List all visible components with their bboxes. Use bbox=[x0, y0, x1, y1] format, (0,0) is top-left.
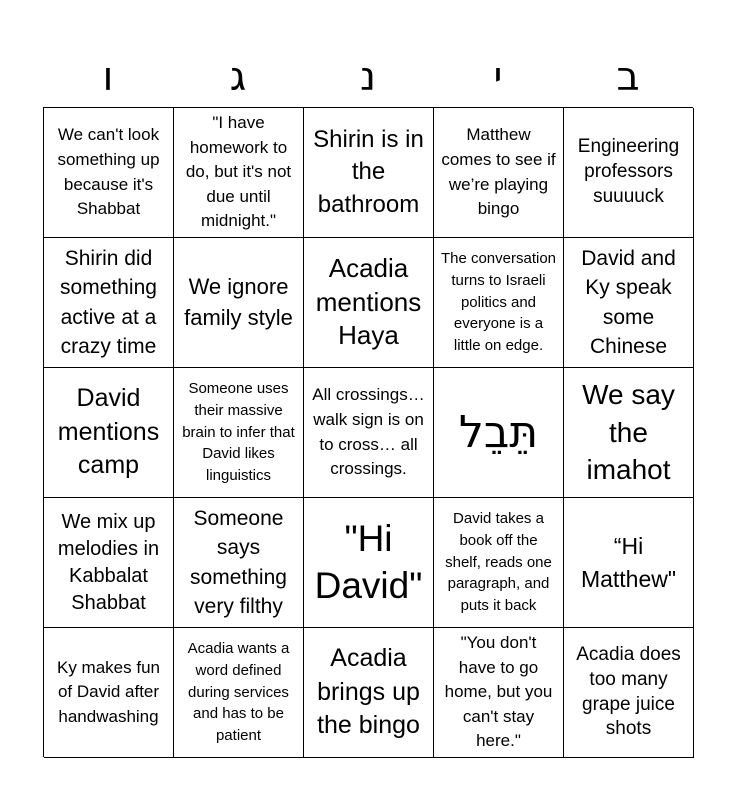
bingo-cell[interactable] bbox=[564, 368, 694, 498]
bingo-cell[interactable] bbox=[564, 108, 694, 238]
bingo-cell[interactable] bbox=[44, 238, 174, 368]
cell-text: Acadia does too many grape juice shots bbox=[576, 644, 681, 740]
bingo-cell[interactable] bbox=[304, 108, 434, 238]
cell-text: The conversation turns to Israeli politics and everyone is a little on edge. bbox=[440, 250, 557, 355]
cell-text: David and Ky speak some Chinese bbox=[581, 246, 676, 358]
cell-text: We ignore family style bbox=[184, 273, 293, 330]
cell-text: Matthew comes to see if we’re playing bingo bbox=[441, 125, 556, 219]
cell-text: “Hi Matthew" bbox=[580, 533, 677, 592]
bingo-cell[interactable] bbox=[304, 498, 434, 628]
bingo-cell[interactable] bbox=[174, 368, 304, 498]
bingo-cell[interactable] bbox=[304, 368, 434, 498]
cell-text: Acadia brings up the bingo bbox=[317, 643, 420, 740]
bingo-cell[interactable] bbox=[44, 368, 174, 498]
cell-text: Acadia mentions Haya bbox=[315, 252, 422, 351]
bingo-cell[interactable] bbox=[564, 498, 694, 628]
header-letter-1: ו bbox=[102, 54, 114, 100]
bingo-cell[interactable] bbox=[174, 108, 304, 238]
bingo-cell[interactable] bbox=[564, 238, 694, 368]
bingo-header-row bbox=[43, 52, 693, 102]
cell-text: "I have homework to do, but it's not due until midnight." bbox=[185, 112, 292, 231]
bingo-cell[interactable] bbox=[434, 238, 564, 368]
cell-text: We mix up melodies in Kabbalat Shabbat bbox=[57, 510, 160, 614]
cell-text: David mentions camp bbox=[57, 383, 160, 480]
cell-text: We say the imahot bbox=[582, 378, 675, 486]
bingo-cell[interactable] bbox=[434, 498, 564, 628]
cell-text: Acadia wants a word defined during services and has to be patient bbox=[187, 640, 290, 745]
header-letter-4: י bbox=[493, 54, 503, 100]
cell-text: Someone says something very filthy bbox=[190, 506, 287, 618]
bingo-cell[interactable] bbox=[304, 238, 434, 368]
cell-text: We can't look something up because it's Shabbat bbox=[57, 125, 160, 219]
header-letter-2: ג bbox=[229, 54, 247, 100]
cell-text: Someone uses their massive brain to infer that David likes linguistics bbox=[182, 380, 295, 485]
header-letter-5: ב bbox=[616, 54, 640, 100]
bingo-cell[interactable] bbox=[44, 498, 174, 628]
cell-text: "Hi David" bbox=[314, 518, 423, 606]
free-space-text: תֵּבֵל bbox=[458, 406, 539, 458]
bingo-board bbox=[43, 107, 693, 757]
bingo-cell[interactable] bbox=[44, 628, 174, 758]
bingo-cell[interactable] bbox=[44, 108, 174, 238]
bingo-cell[interactable] bbox=[174, 498, 304, 628]
cell-text: David takes a book off the shelf, reads one paragraph, and puts it back bbox=[445, 510, 552, 615]
bingo-cell[interactable] bbox=[174, 628, 304, 758]
bingo-cell[interactable] bbox=[564, 628, 694, 758]
free-space-cell[interactable] bbox=[434, 368, 564, 498]
cell-text: Shirin is in the bathroom bbox=[313, 125, 424, 218]
cell-text: Shirin did something active at a crazy time bbox=[60, 246, 157, 358]
cell-text: "You don't have to go home, but you can't stay here." bbox=[444, 632, 553, 751]
cell-text: Ky makes fun of David after handwashing bbox=[57, 657, 160, 726]
bingo-cell[interactable] bbox=[434, 108, 564, 238]
bingo-cell[interactable] bbox=[304, 628, 434, 758]
cell-text: All crossings… walk sign is on to cross… all crossings. bbox=[312, 385, 425, 479]
bingo-cell[interactable] bbox=[434, 628, 564, 758]
cell-text: Engineering professors suuuuck bbox=[577, 136, 680, 207]
header-letter-3: נ bbox=[359, 54, 376, 100]
bingo-cell[interactable] bbox=[174, 238, 304, 368]
